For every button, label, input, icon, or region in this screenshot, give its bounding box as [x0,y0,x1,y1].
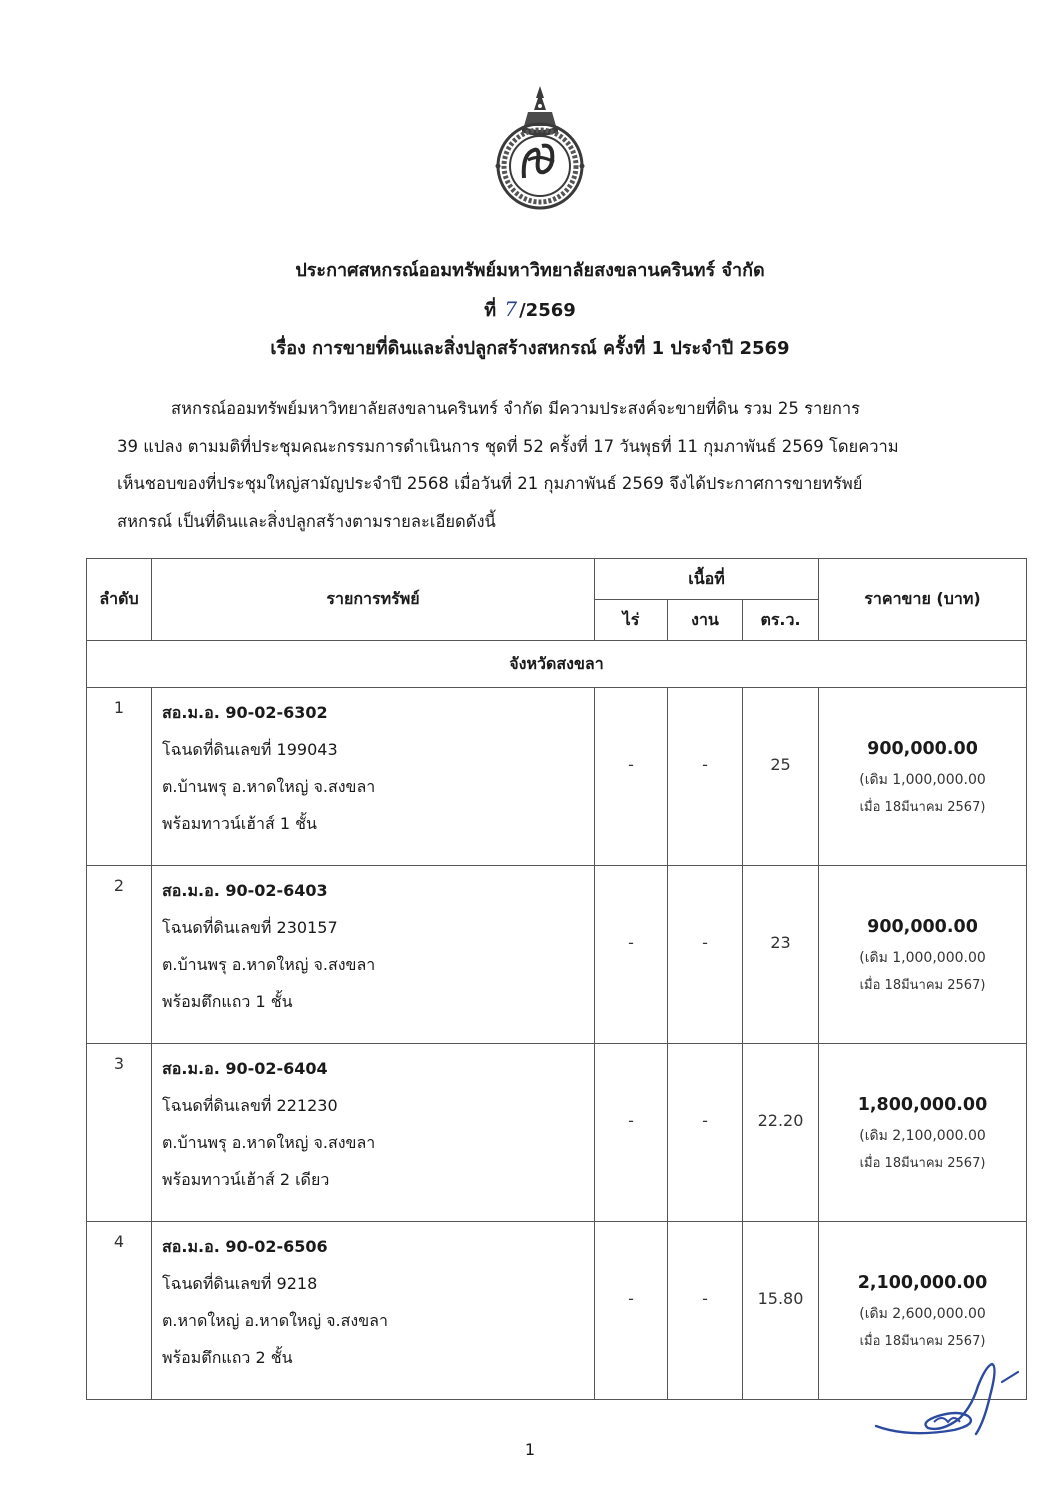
row-no: 4 [87,1222,152,1400]
signature-icon [868,1356,1028,1448]
intro-paragraph [117,390,957,540]
deed-number: โฉนดที่ดินเลขที่ 9218 [162,1274,318,1293]
previous-price-date: เมื่อ 18มีนาคม 2567) [859,1333,986,1349]
header-wa: ตร.ว. [743,600,819,641]
area-rai: - [595,1044,668,1222]
asset-building: พร้อมทาวน์เฮ้าส์ 1 ชั้น [162,814,317,833]
number-suffix: /2569 [519,300,576,321]
row-no: 1 [87,688,152,866]
header-rai: ไร่ [595,600,668,641]
asset-code: สอ.ม.อ. 90-02-6506 [162,1237,328,1256]
header-price: ราคาขาย (บาท) [819,559,1027,641]
handwritten-number: 7 [504,297,518,321]
header-ngan: งาน [668,600,743,641]
asset-building: พร้อมตึกแถว 1 ชั้น [162,992,293,1011]
asset-code: สอ.ม.อ. 90-02-6302 [162,703,328,722]
intro-line: เห็นชอบของที่ประชุมใหญ่สามัญประจำปี 2568 เมื่อวันที่ 21 กุมภาพันธ์ 2569 จึงได้ประกาศการขายทรัพย์ [117,474,863,493]
intro-line: 39 แปลง ตามมติที่ประชุมคณะกรรมการดำเนินการ ชุดที่ 52 ครั้งที่ 17 วันพุธที่ 11 กุมภาพันธ์ 2569 โดยความ [117,436,899,456]
sale-price: 900,000.00 [867,738,978,759]
previous-price: (เดิม 1,000,000.00 [859,771,986,788]
previous-price-date: เมื่อ 18มีนาคม 2567) [859,1155,986,1171]
cooperative-emblem-icon [478,82,602,210]
area-ngan: - [668,1044,743,1222]
previous-price: (เดิม 2,600,000.00 [859,1305,986,1322]
asset-building: พร้อมทาวน์เฮ้าส์ 2 เดียว [162,1170,330,1189]
area-wa: 23 [743,866,819,1044]
announcement-number [0,290,1060,330]
row-description [152,1044,595,1222]
announcement-header [0,252,1060,368]
area-ngan: - [668,688,743,866]
table-row [87,1044,1027,1222]
area-wa: 25 [743,688,819,866]
asset-building: พร้อมตึกแถว 2 ชั้น [162,1348,293,1367]
row-price [819,688,1027,866]
row-price [819,866,1027,1044]
table-row [87,688,1027,866]
deed-number: โฉนดที่ดินเลขที่ 199043 [162,740,338,759]
row-no: 3 [87,1044,152,1222]
sale-price: 1,800,000.00 [857,1094,988,1115]
header-no: ลำดับ [87,559,152,641]
asset-code: สอ.ม.อ. 90-02-6404 [162,1059,328,1078]
table-row [87,866,1027,1044]
asset-location: ต.บ้านพรุ อ.หาดใหญ่ จ.สงขลา [162,955,376,974]
assets-table [86,558,1027,1400]
previous-price: (เดิม 1,000,000.00 [859,949,986,966]
area-ngan: - [668,866,743,1044]
intro-line: สหกรณ์ เป็นที่ดินและสิ่งปลูกสร้างตามรายละเอียดดังนี้ [117,511,496,531]
area-wa: 15.80 [743,1222,819,1400]
deed-number: โฉนดที่ดินเลขที่ 230157 [162,918,338,937]
asset-location: ต.บ้านพรุ อ.หาดใหญ่ จ.สงขลา [162,1133,376,1152]
previous-price-date: เมื่อ 18มีนาคม 2567) [859,977,986,993]
asset-code: สอ.ม.อ. 90-02-6403 [162,881,328,900]
area-rai: - [595,1222,668,1400]
header-area: เนื้อที่ [595,559,819,600]
area-ngan: - [668,1222,743,1400]
page-number: 1 [524,1440,536,1459]
previous-price-date: เมื่อ 18มีนาคม 2567) [859,799,986,815]
row-price [819,1044,1027,1222]
area-rai: - [595,866,668,1044]
asset-location: ต.หาดใหญ่ อ.หาดใหญ่ จ.สงขลา [162,1311,388,1330]
area-wa: 22.20 [743,1044,819,1222]
row-description [152,688,595,866]
province-row: จังหวัดสงขลา [87,641,1027,688]
row-no: 2 [87,866,152,1044]
announcement-title: ประกาศสหกรณ์ออมทรัพย์มหาวิทยาลัยสงขลานครินทร์ จำกัด [295,260,765,281]
intro-line: สหกรณ์ออมทรัพย์มหาวิทยาลัยสงขลานครินทร์ จำกัด มีความประสงค์จะขายที่ดิน รวม 25 รายการ [171,399,861,418]
header-item: รายการทรัพย์ [152,559,595,641]
sale-price: 2,100,000.00 [857,1272,988,1293]
number-prefix: ที่ [484,300,497,321]
row-description [152,866,595,1044]
sale-price: 900,000.00 [867,916,978,937]
previous-price: (เดิม 2,100,000.00 [859,1127,986,1144]
announcement-subject: เรื่อง การขายที่ดินและสิ่งปลูกสร้างสหกรณ์ ครั้งที่ 1 ประจำปี 2569 [270,338,790,359]
asset-location: ต.บ้านพรุ อ.หาดใหญ่ จ.สงขลา [162,777,376,796]
row-description [152,1222,595,1400]
area-rai: - [595,688,668,866]
deed-number: โฉนดที่ดินเลขที่ 221230 [162,1096,338,1115]
